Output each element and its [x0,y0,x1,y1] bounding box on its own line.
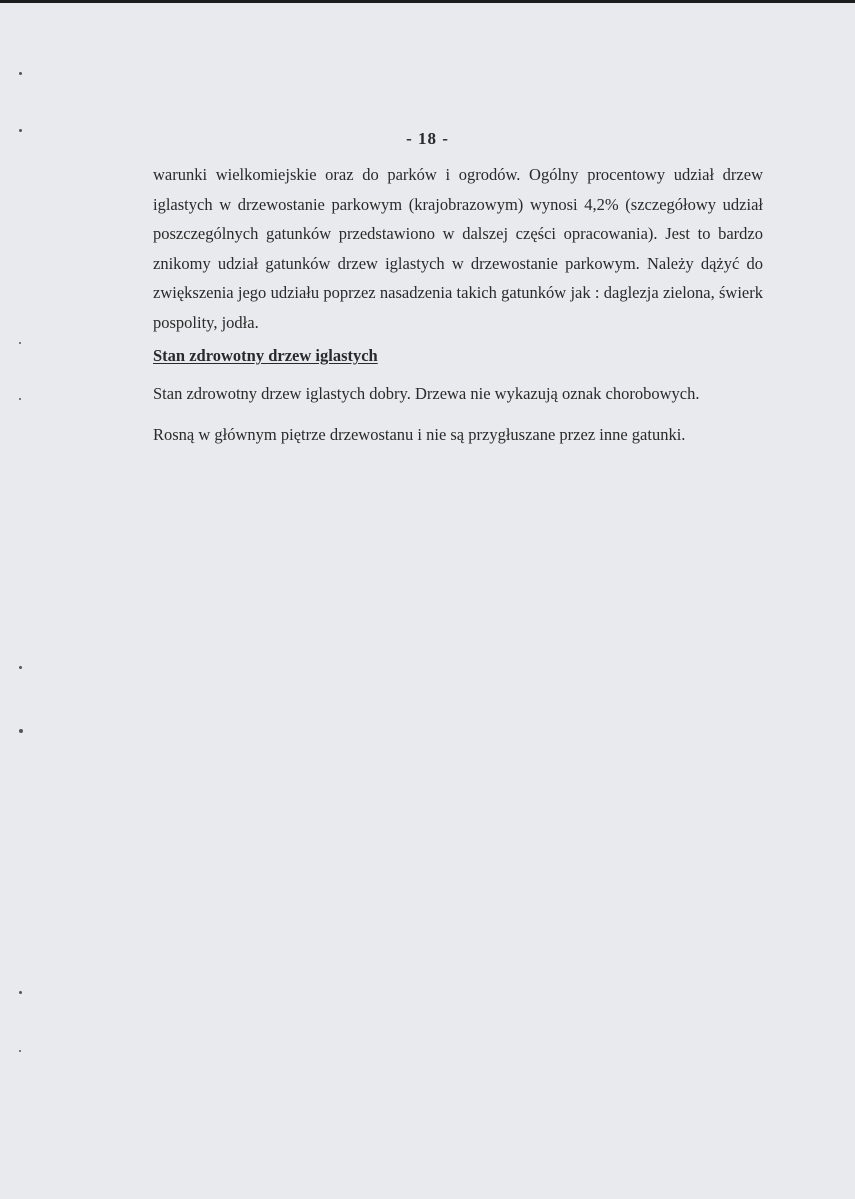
scan-speck [19,72,22,75]
scan-speck [19,666,22,669]
paragraph: warunki wielkomiejskie oraz do parków i ogrodów. Ogólny procentowy udział drzew iglastych w drzewostanie parkowym (krajobrazowym) wynosi 4,2% (szczegółowy udział poszczególnych gatunków przedstawiono w dalszej części opracowania). Jest to bardzo znikomy udział gatunków drzew iglastych w drzewostanie parkowym. Należy dążyć do zwiększenia jego udziału poprzez nasadzenia takich gatunków jak : daglezja zielona, świerk pospolity, jodła. [153,165,763,332]
section-heading: Stan zdrowotny drzew iglastych [153,346,378,365]
section-line-1: Stan zdrowotny drzew iglastych dobry. Drzewa nie wykazują oznak chorobowych. [153,384,700,403]
section-line-2: Rosną w głównym piętrze drzewostanu i nie są przygłuszane przez inne gatunki. [153,425,686,444]
scan-speck [19,342,21,344]
page-number: - 18 - [406,129,449,148]
scan-speck [19,398,21,400]
scan-top-edge [0,0,855,3]
scan-speck [19,729,23,733]
scan-speck [19,1050,21,1052]
scan-speck [19,991,22,994]
body-text [153,160,763,338]
